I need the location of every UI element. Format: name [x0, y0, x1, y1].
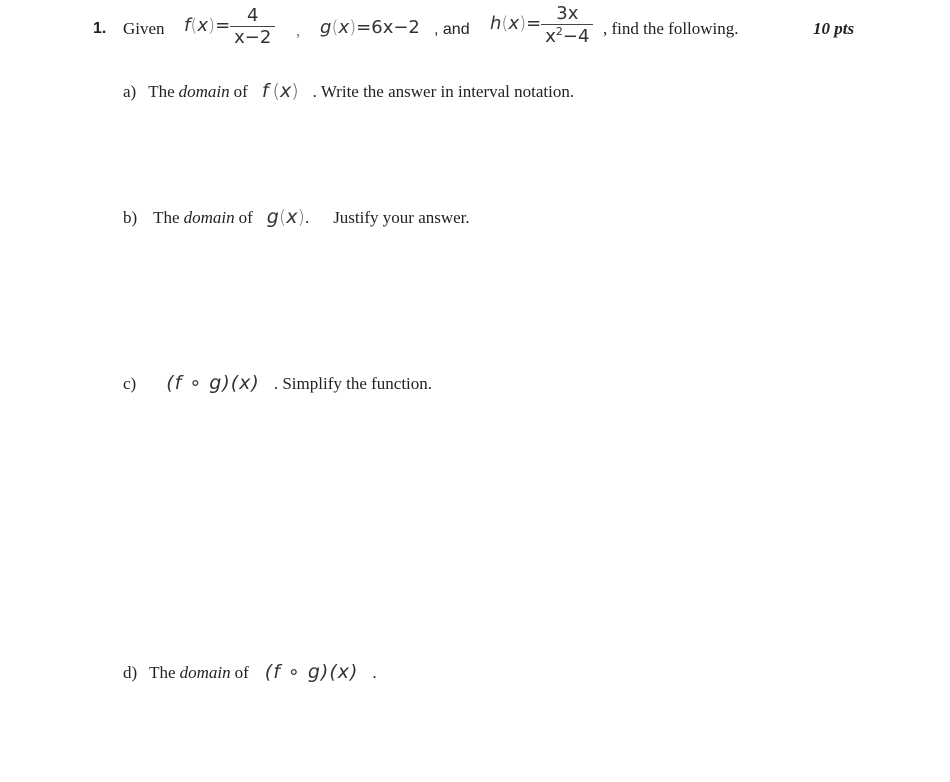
part-a-func-var: x: [279, 80, 292, 102]
comma-separator: ,: [296, 21, 301, 40]
h-name: h: [490, 12, 502, 34]
part-c-composition: (f ∘ g)(x): [166, 372, 260, 394]
part-a-the: The: [148, 82, 175, 101]
points-label: 10 pts: [813, 19, 855, 38]
f-denominator: x−2: [230, 26, 275, 48]
part-b-func-name: g: [266, 206, 279, 228]
h-den-exponent: 2: [555, 25, 563, 38]
part-b: [123, 206, 470, 228]
part-b-of: of: [238, 208, 253, 227]
g-name: g: [320, 17, 332, 38]
part-b-period: .: [304, 208, 310, 227]
f-var: x: [197, 15, 209, 36]
part-c-label: c): [123, 374, 137, 393]
g-rhs: 6x−2: [371, 17, 420, 38]
part-a-function: f (x): [261, 80, 299, 102]
part-b-function: g(x): [266, 206, 305, 228]
part-d-composition: (f ∘ g)(x): [264, 661, 359, 683]
f-definition: f(x)= $\frac{4}{x-2}$: [184, 5, 275, 48]
part-a-func-name: f: [261, 80, 269, 102]
part-b-instruction: Justify your answer.: [333, 208, 470, 227]
f-name: f: [184, 15, 191, 36]
part-b-label: b): [123, 208, 138, 227]
part-d-of: of: [234, 663, 249, 682]
g-definition: g(x)=6x−2: [320, 17, 420, 38]
part-c: [123, 372, 432, 394]
h-den-base: x: [545, 26, 556, 47]
find-label: , find the following.: [603, 19, 739, 38]
h-denominator: [541, 24, 593, 47]
part-c-instruction: . Simplify the function.: [273, 374, 433, 393]
part-d-the: The: [149, 663, 176, 682]
part-d: [123, 661, 377, 683]
part-d-period: .: [372, 663, 377, 682]
part-b-func-var: x: [286, 206, 298, 228]
f-fraction: [230, 5, 275, 48]
part-d-label: d): [123, 663, 138, 682]
f-numerator: 4: [247, 5, 259, 26]
part-a-instruction: . Write the answer in interval notation.: [312, 82, 575, 101]
part-a-of: of: [233, 82, 248, 101]
part-d-domain: domain: [179, 663, 231, 682]
part-a-domain: domain: [178, 82, 230, 101]
h-numerator: 3x: [556, 3, 579, 24]
part-b-the: The: [153, 208, 180, 227]
problem-number: 1.: [93, 20, 107, 37]
g-var: x: [338, 17, 350, 38]
h-den-rest: −4: [562, 26, 590, 47]
h-definition: h(x)= $\frac{3x}{x^2-4}$: [490, 3, 593, 47]
h-fraction: [541, 3, 593, 47]
given-label: Given: [123, 19, 165, 38]
h-var: x: [508, 12, 520, 34]
and-label: , and: [434, 21, 470, 38]
part-a-label: a): [123, 82, 137, 101]
part-b-domain: domain: [183, 208, 235, 227]
part-a: [123, 80, 574, 102]
